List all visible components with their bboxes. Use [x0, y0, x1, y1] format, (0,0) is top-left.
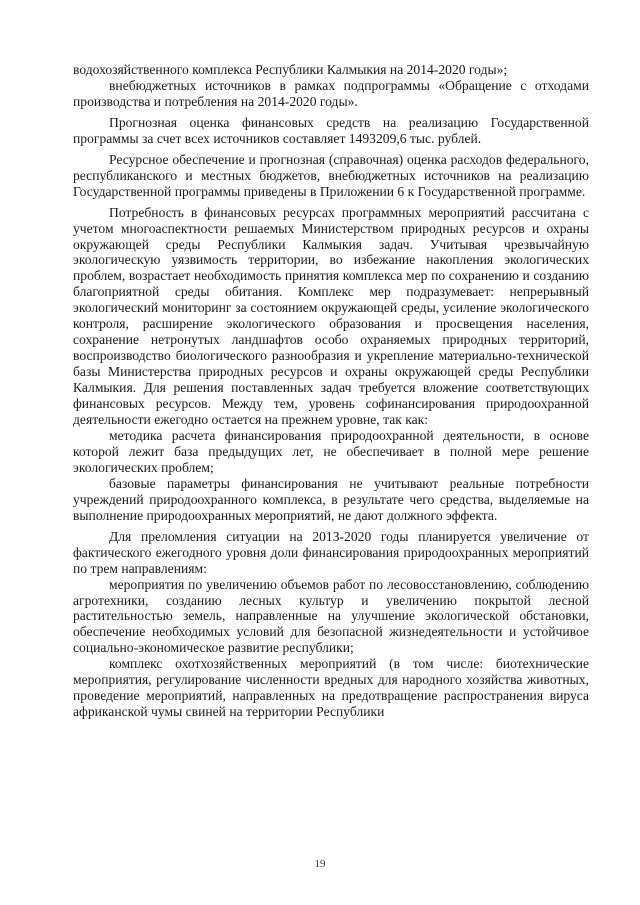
document-body — [73, 62, 589, 720]
paragraph-hunting-measures: комплекс охотхозяйственных мероприятий (в том числе: биотехнические мероприятия, регулирование численности вредных для народного хозяйства животных, проведение мероприятий, направленных на предотвращение распространения вируса африканской чумы свиней на территории Республики — [73, 656, 589, 720]
paragraph-base-parameters: базовые параметры финансирования не учитывают реальные потребности учреждений природоохранного комплекса, в результате чего средства, выделяемые на выполнение природоохранных мероприятий, не дают должного эффекта. — [73, 475, 589, 523]
paragraph-forecast-estimate: Прогнозная оценка финансовых средств на реализацию Государственной программы за счет всех источников составляет 1493209,6 тыс. рублей. — [73, 114, 589, 146]
paragraph-situation-change: Для преломления ситуации на 2013-2020 годы планируется увеличение от фактического ежегодного уровня доли финансирования природоохранных мероприятий по трем направлениям: — [73, 528, 589, 576]
paragraph-methodology: методика расчета финансирования природоохранной деятельности, в основе которой лежит база предыдущих лет, не обеспечивает в полной мере решение экологических проблем; — [73, 427, 589, 475]
paragraph-financial-needs: Потребность в финансовых ресурсах программных мероприятий рассчитана с учетом многоаспектности решаемых Министерством природных ресурсов и охраны окружающей среды Республики Калмыкия задач. Учитывая чрезвычайную экологическую уязвимость территории, во избежание накопления экологических проблем, возрастает необходимость принятия комплекса мер по сохранению и созданию благоприятной среды обитания. Комплекс мер подразумевает: непрерывный экологический мониторинг за состоянием окружающей среды, усиление экологического контроля, расширение экологического образования и просвещения населения, сохранение нетронутых ландшафтов особо охраняемых природных территорий, воспроизводство биологического разнообразия и укрепление материально-технической базы Министерства природных ресурсов и охраны окружающей среды Республики Калмыкия. Для решения поставленных задач требуется вложение соответствующих финансовых ресурсов. Между тем, уровень софинансирования природоохранной деятельности ежегодно остается на прежнем уровне, так как: — [73, 204, 589, 428]
page-number: 19 — [314, 858, 326, 870]
paragraph-resource-provision: Ресурсное обеспечение и прогнозная (справочная) оценка расходов федерального, республиканского и местных бюджетов, внебюджетных источников на реализацию Государственной программы приведены в Приложении 6 к Государственной программе. — [73, 151, 589, 199]
paragraph-reforestation: мероприятия по увеличению объемов работ по лесовосстановлению, соблюдению агротехники, созданию лесных культур и увеличению покрытой лесной растительностью земель, направленные на улучшение экологической обстановки, обеспечение необходимых условий для безопасной жизнедеятельности и устойчивое социально-экономическое развитие республики; — [73, 576, 589, 656]
paragraph-continuation: водохозяйственного комплекса Республики Калмыкия на 2014-2020 годы»; — [73, 62, 508, 77]
paragraph-extrabudgetary-sources: внебюджетных источников в рамках подпрограммы «Обращение с отходами производства и потребления на 2014-2020 годы». — [73, 77, 589, 109]
